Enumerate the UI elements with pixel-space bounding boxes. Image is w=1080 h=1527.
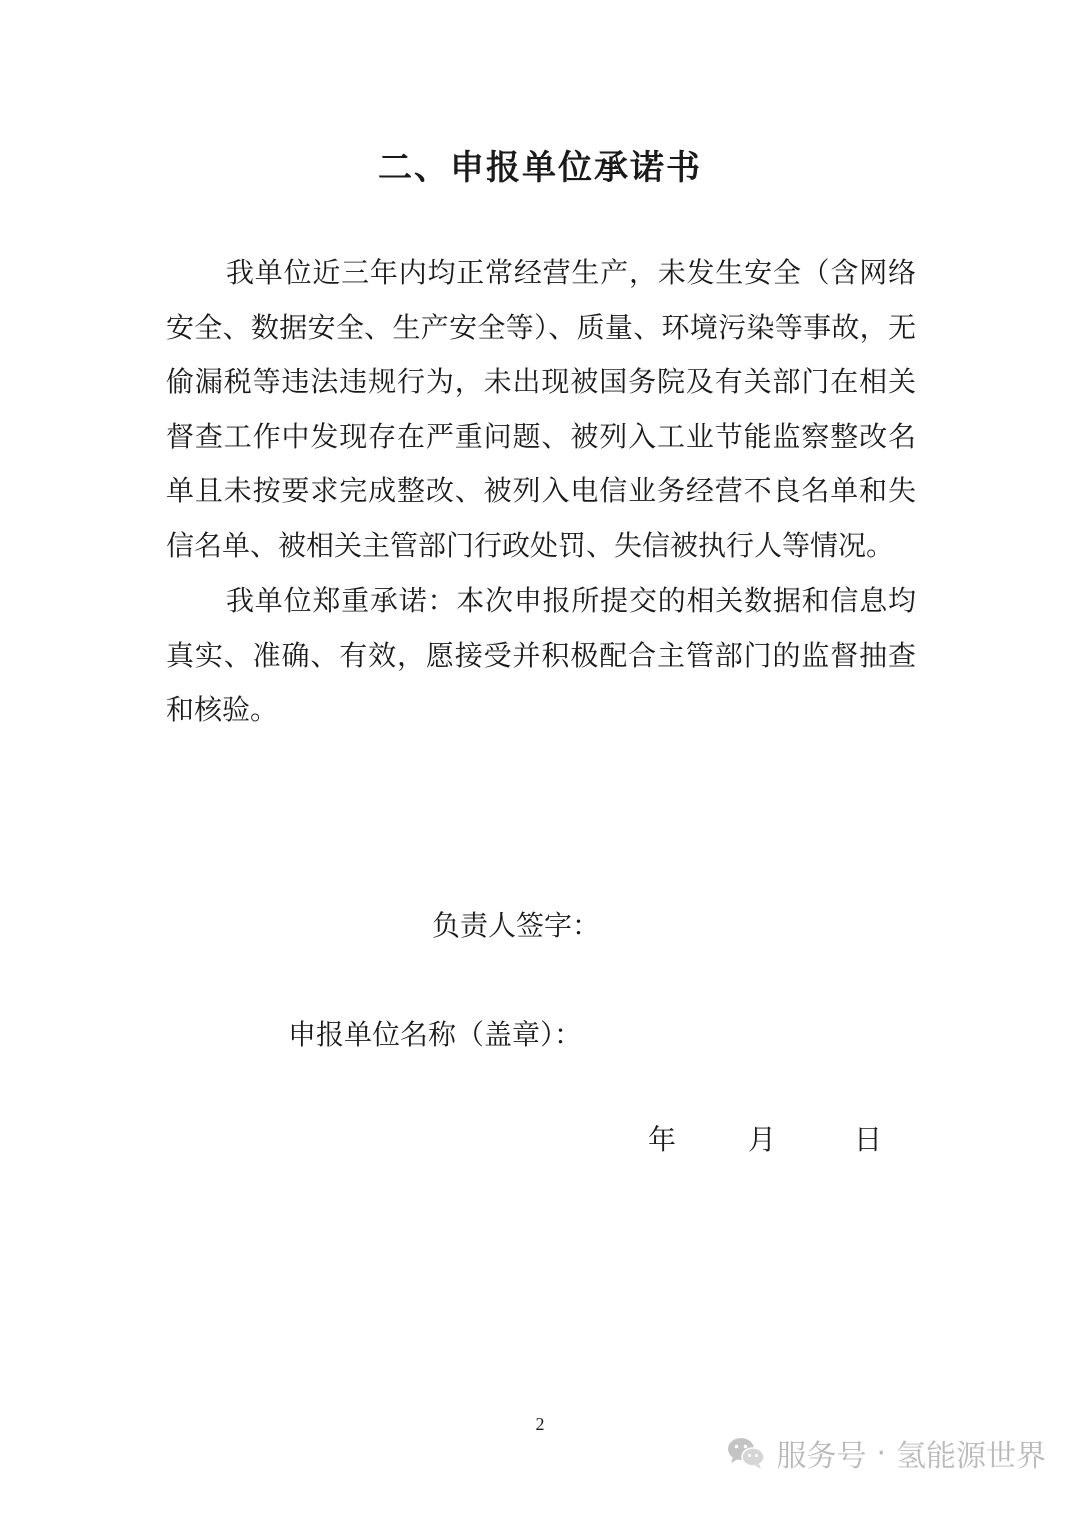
wechat-icon <box>726 1436 766 1470</box>
commitment-paragraph-2: 我单位郑重承诺：本次申报所提交的相关数据和信息均真实、准确、有效，愿接受并积极配合主管部门的监督抽查和核验。 <box>166 584 916 726</box>
watermark-account-name: 氢能源世界 <box>896 1439 1046 1474</box>
date-month-label: 月 <box>748 1123 777 1156</box>
signer-signature-label: 负责人签字： <box>432 909 601 942</box>
page-number: 2 <box>535 1414 545 1434</box>
wechat-watermark <box>726 1428 1046 1478</box>
date-day-label: 日 <box>854 1123 883 1156</box>
watermark-prefix: 服务号 <box>776 1439 867 1474</box>
document-title: 二、申报单位承诺书 <box>378 148 702 188</box>
unit-seal-label: 申报单位名称（盖章）： <box>288 1018 583 1051</box>
date-year-label: 年 <box>648 1123 677 1156</box>
commitment-paragraph-1: 我单位近三年内均正常经营生产，未发生安全（含网络安全、数据安全、生产安全等）、质量、环境污染等事故，无偷漏税等违法违规行为，未出现被国务院及有关部门在相关督查工作中发现存在严重问题、被列入工业节能监察整改名单且未按要求完成整改、被列入电信业务经营不良名单和失信名单、被相关主管部门行政处罚、失信被执行人等情况。 <box>166 256 916 562</box>
watermark-separator: · <box>876 1435 886 1471</box>
